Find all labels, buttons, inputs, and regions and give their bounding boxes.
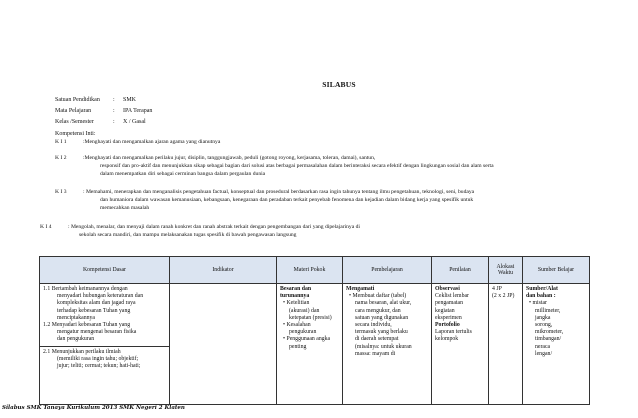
sumber-line: millimeter, bbox=[535, 307, 561, 314]
header-sumber-belajar: Sumber Belajar bbox=[523, 257, 590, 284]
materi-heading: Besaran dan bbox=[280, 286, 312, 292]
pembelajaran-line: (misalnya: untuk ukuran bbox=[355, 343, 412, 350]
kd-section-divider bbox=[40, 346, 169, 371]
kd-line: menyadari hubungan keteraturan dan bbox=[57, 293, 144, 300]
header-kompetensi-dasar: Kompetensi Dasar bbox=[40, 257, 170, 284]
kd-line: menciptakannya bbox=[57, 314, 95, 321]
penilaian-line: eksperimen bbox=[435, 314, 462, 321]
penilaian-line: kelompok bbox=[435, 336, 459, 343]
penilaian-line: Ceklist lembar bbox=[435, 293, 469, 300]
pembelajaran-line: massa: mayam di bbox=[355, 350, 396, 357]
pembelajaran-line: termasuk yang berlaku bbox=[355, 329, 408, 336]
kd-line: dan pengukuran bbox=[57, 336, 95, 343]
sumber-line: neraca bbox=[535, 343, 551, 350]
materi-line: pengukuran bbox=[289, 329, 317, 336]
alokasi-line: (2 x 2 JP) bbox=[492, 293, 515, 300]
meta-label: Mata Pelajaran bbox=[55, 108, 92, 114]
kd-line: mengatur mengenai besaran fisika bbox=[57, 329, 137, 336]
ki-1 bbox=[55, 138, 220, 146]
header-indikator: Indikator bbox=[170, 257, 277, 284]
ki-line: dan humaniora dalam wawasan kemanusiaan, kebangsaan, kenegaraan dan peradaban terkait penyebab fenomena dan kejadian dalam bidang kerja yang spesifik untuk bbox=[100, 197, 474, 203]
kd-line: 2.1 Menunjukkan perilaku ilmiah bbox=[43, 348, 121, 355]
sumber-line: jangka bbox=[535, 314, 551, 321]
ki-line: : Memahami, menerapkan dan menganalisis pengetahuan factual, konseptual dan prosedural berdasarkan rasa ingin tahunya tentang ilmu pengetahuan, teknologi, seni, budaya bbox=[83, 189, 475, 195]
pembelajaran-line: satuan yang digunakan bbox=[355, 314, 409, 321]
meta-row-mapel: Mata Pelajaran : IPA Terapan bbox=[55, 108, 153, 114]
meta-row-satuan: Satuan Pendidikan : SMK bbox=[55, 97, 137, 103]
sumber-line: timbangan/ bbox=[535, 336, 562, 343]
header-pembelajaran: Pembelajaran bbox=[343, 257, 432, 284]
cell-pembelajaran bbox=[343, 284, 432, 405]
header-penilaian: Penilaian bbox=[432, 257, 489, 284]
meta-label: Kelas /Semester bbox=[55, 119, 94, 125]
table-header-row bbox=[40, 257, 590, 284]
ki-4 bbox=[40, 223, 360, 239]
meta-value: X / Gasal bbox=[123, 119, 146, 125]
penilaian-heading: Observasi bbox=[435, 286, 460, 292]
cell-sumber-belajar bbox=[523, 284, 590, 405]
kd-line: 1.2 Menyadari kebesaran Tuhan yang bbox=[43, 322, 131, 329]
ki-line: responsif dan pro-aktif dan menunjukkan sikap sebagai bagian dari solusi atas berbagai permasalahan dalam berinteraksi secara efektif dengan lingkungan sosial dan alam serta bbox=[100, 163, 494, 169]
sumber-line: lengan/ bbox=[535, 350, 553, 357]
indikator-text bbox=[170, 284, 276, 288]
kd-line: 1.1 Bertambah keimanannya dengan bbox=[43, 286, 128, 292]
kd-line: jujur; teliti; cermat; tekun; hati-hati; bbox=[57, 363, 141, 370]
cell-penilaian bbox=[432, 284, 489, 405]
pembelajaran-item: • Membuat daftar (tabel) bbox=[349, 293, 407, 300]
ki-code: K I 3 bbox=[55, 189, 67, 195]
penilaian-line: kegiatan bbox=[435, 307, 455, 314]
pembelajaran-line: nama besaran, alat ukur, bbox=[355, 300, 412, 307]
page-footer: Silabus SMK Tanaya Kurikulum 2013 SMK Negeri 2 Klaten bbox=[2, 405, 185, 411]
materi-item: • Ketelitian bbox=[283, 300, 310, 307]
ki-line: : Mengolah, menalar, dan menyaji dalam ranah konkret dan ranah abstrak terkait dengan pengembangan dari yang dipelajarinya di bbox=[68, 224, 360, 230]
ki-code: K I 4 bbox=[40, 224, 52, 230]
kd-line: (memiliki rasa ingin tahu; objektif; bbox=[57, 355, 139, 362]
ki-line: memecahkan masalah bbox=[100, 205, 150, 211]
cell-materi-pokok bbox=[277, 284, 343, 405]
alokasi-line: 4 JP bbox=[492, 286, 502, 292]
table-row bbox=[40, 284, 590, 405]
pembelajaran-line: secara individu, bbox=[355, 322, 392, 329]
materi-item: • Penggunaan angka bbox=[283, 336, 331, 343]
kompetensi-inti-heading: Kompetensi Inti: bbox=[55, 131, 96, 137]
cell-alokasi-waktu bbox=[489, 284, 523, 405]
ki-code: K I 2 bbox=[55, 155, 67, 161]
sumber-heading: dan bahan : bbox=[526, 293, 556, 300]
penilaian-line: pengamatan bbox=[435, 300, 464, 307]
page-title: SILABUS bbox=[322, 80, 356, 89]
meta-row-kelas: Kelas /Semester : X / Gasal bbox=[55, 119, 146, 125]
pembelajaran-line: di daerah setempat bbox=[355, 336, 399, 343]
syllabus-table bbox=[39, 256, 590, 405]
meta-value: IPA Terapan bbox=[123, 108, 153, 114]
materi-line: (akurasi) dan bbox=[289, 307, 320, 314]
sumber-line: mikrometer, bbox=[535, 329, 564, 336]
penilaian-line: Laporan tertulis bbox=[435, 329, 472, 336]
sumber-item: • mistar bbox=[529, 300, 547, 307]
sumber-heading: Sumber/Alat bbox=[526, 286, 558, 292]
materi-line: ketepatan (presisi) bbox=[289, 314, 332, 321]
ki-3 bbox=[55, 188, 474, 212]
materi-line: penting bbox=[289, 343, 307, 350]
ki-code: K I 1 bbox=[55, 139, 67, 145]
header-materi-pokok: Materi Pokok bbox=[277, 257, 343, 284]
penilaian-heading: Portofolio bbox=[435, 322, 460, 329]
header-alokasi-waktu: Alokasi Waktu bbox=[489, 257, 523, 284]
pembelajaran-heading: Mengamati bbox=[346, 286, 375, 292]
kd-line: kompleksitas alam dan jagad raya bbox=[57, 300, 136, 307]
pembelajaran-line: cara mengukur, dan bbox=[355, 307, 401, 314]
meta-value: SMK bbox=[123, 97, 137, 103]
ki-2 bbox=[55, 154, 494, 178]
sumber-line: sorong, bbox=[535, 322, 553, 329]
ki-line: :Menghayati dan mengamalkan ajaran agama yang dianutnya bbox=[83, 139, 221, 145]
ki-line: sekolah secara mandiri, dan mampu melaksanakan tugas spesifik di bawah pengawasan langsung bbox=[79, 232, 297, 238]
materi-item: • Kesalahan bbox=[283, 322, 311, 329]
meta-label: Satuan Pendidikan bbox=[55, 97, 100, 103]
cell-indikator bbox=[170, 284, 277, 405]
cell-kompetensi-dasar bbox=[40, 284, 170, 405]
kd-line: terhadap kebesaran Tuhan yang bbox=[57, 307, 131, 314]
ki-line: dalam menempatkan diri sebagai cerminan bangsa dalam pergaulan dunia bbox=[100, 171, 266, 177]
ki-line: :Menghayati dan mengamalkan perilaku jujur, disiplin, tanggungjawab, peduli (gotong royong, kerjasama, toleran, damai), santun, bbox=[83, 155, 376, 161]
materi-heading: turunannya bbox=[280, 293, 310, 300]
